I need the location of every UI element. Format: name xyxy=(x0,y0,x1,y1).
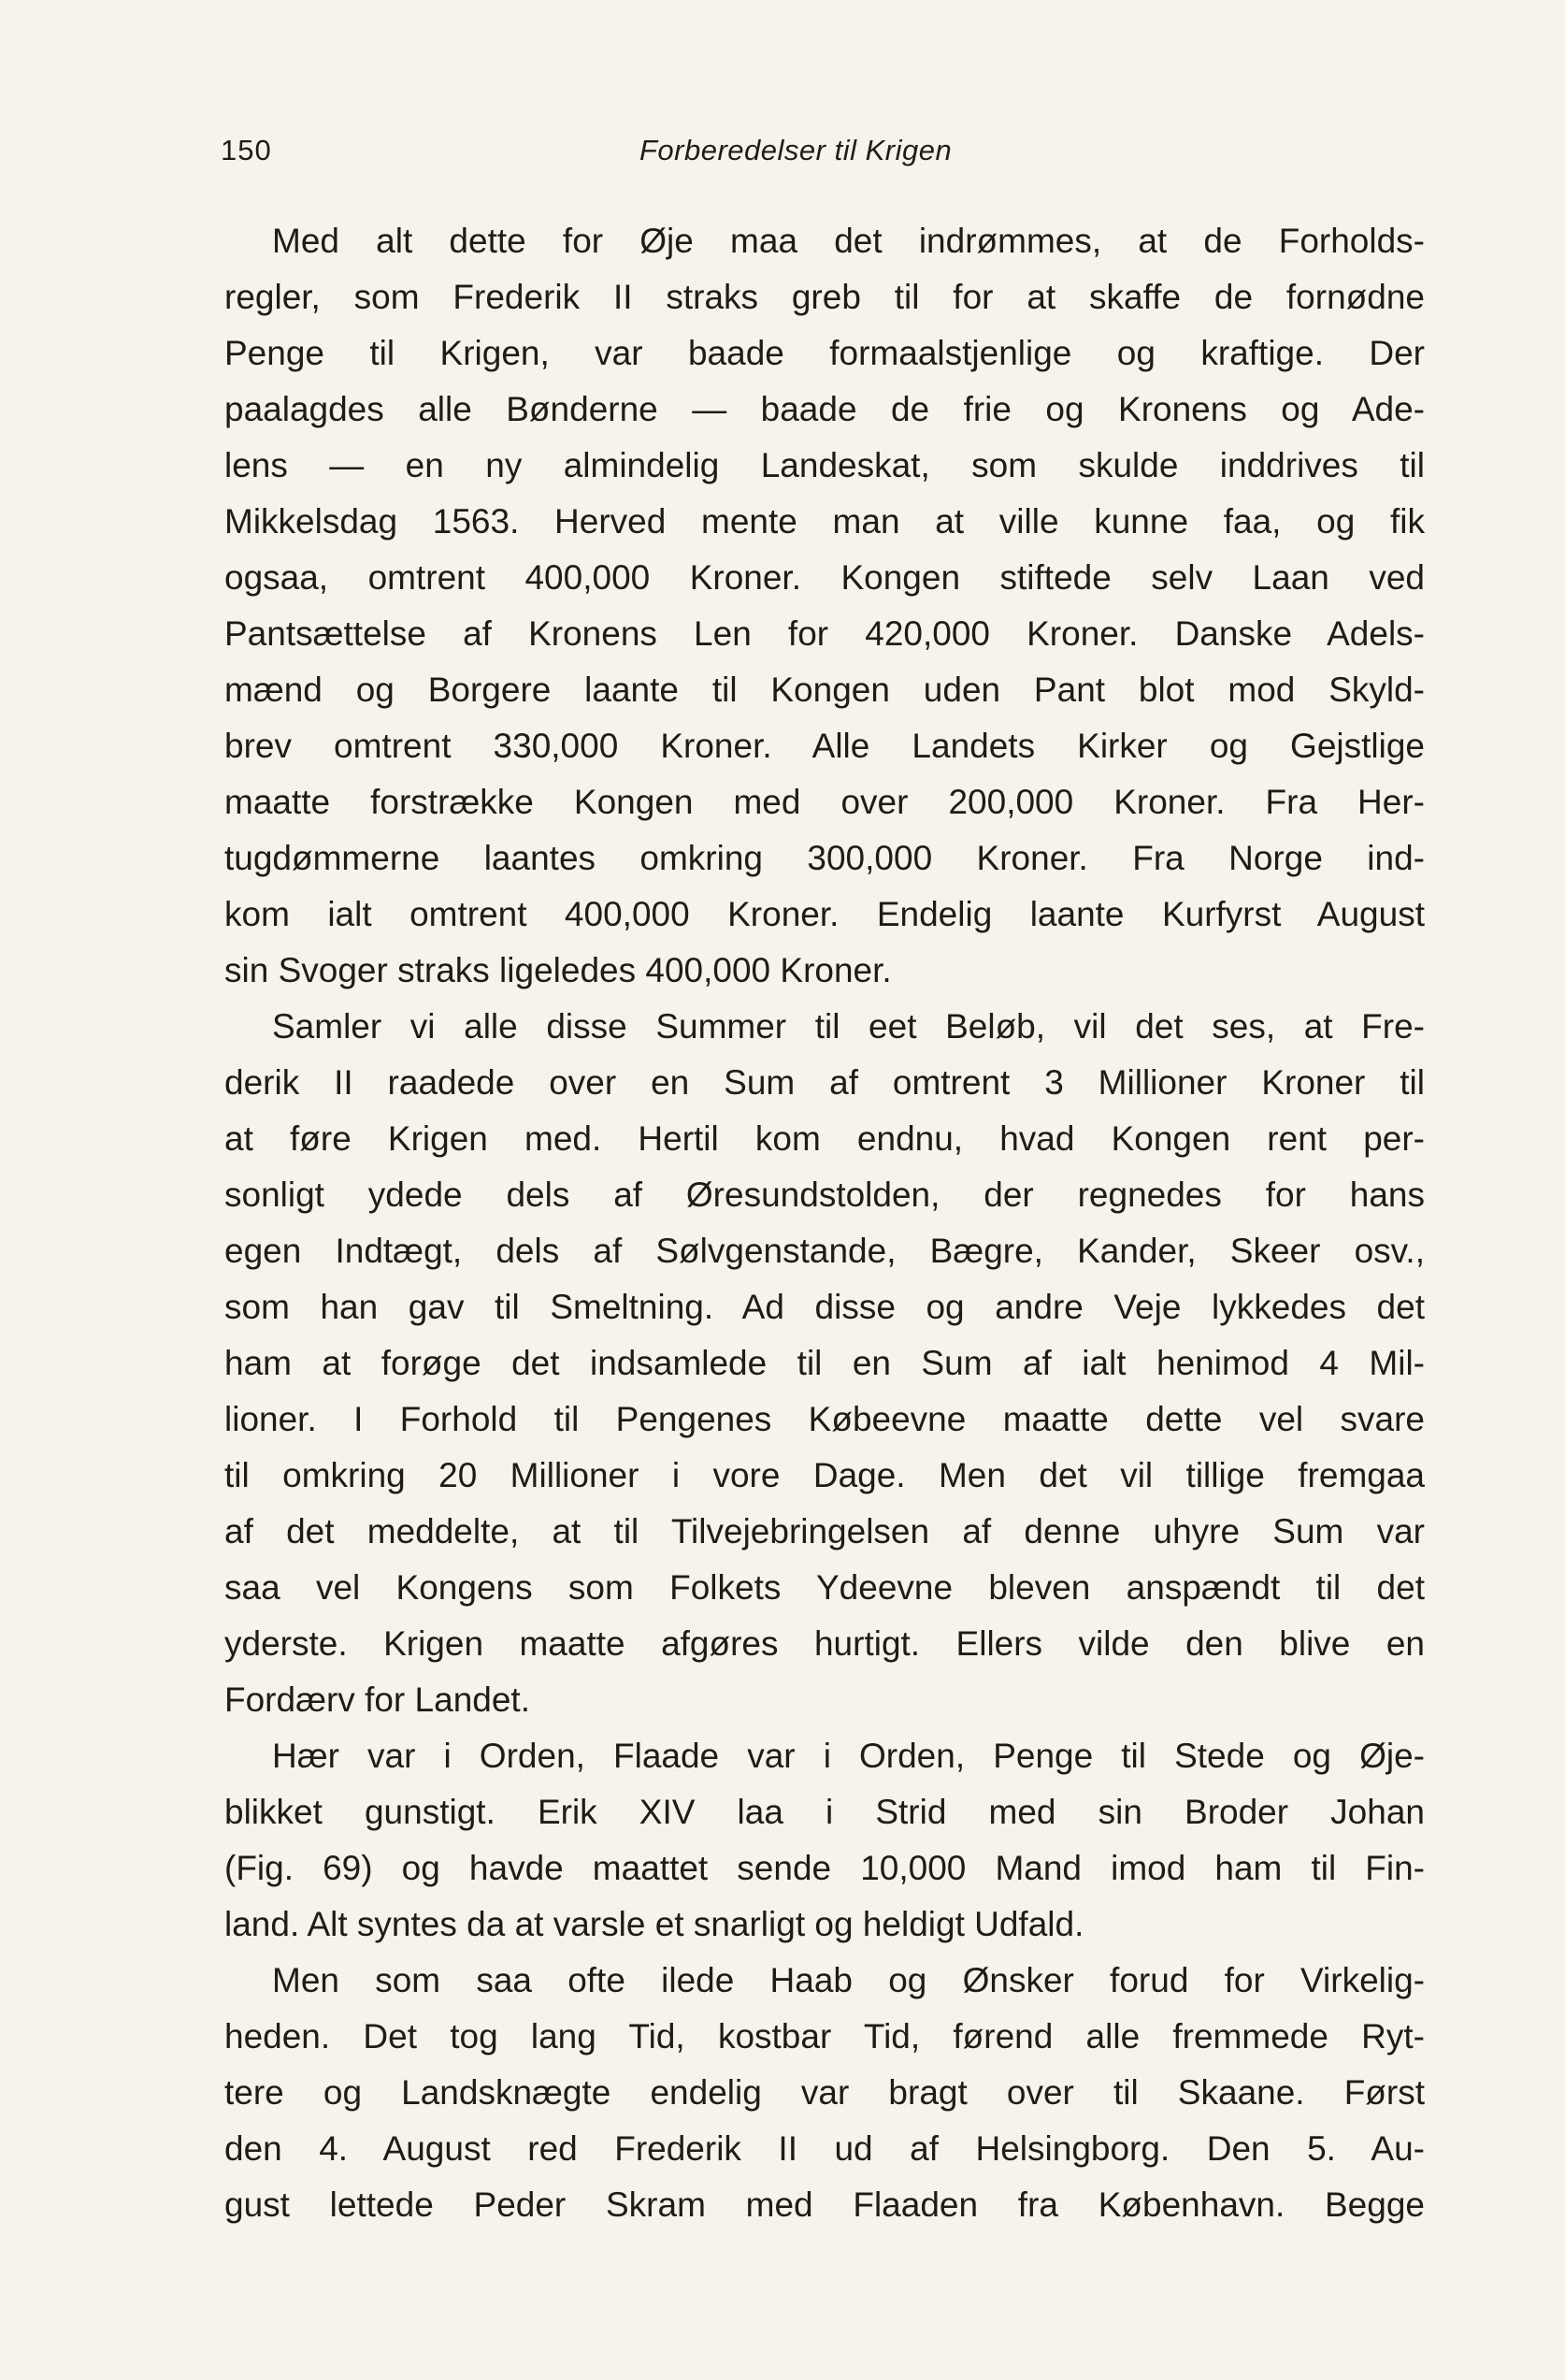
text-line: som han gav til Smeltning. Ad disse og andre Veje lykkedes det xyxy=(224,1288,1425,1326)
text-line: brev omtrent 330,000 Kroner. Alle Landets Kirker og Gejstlige xyxy=(224,727,1425,765)
text-line: den 4. August red Frederik II ud af Helsingborg. Den 5. Au- xyxy=(224,2129,1425,2168)
text-line: kom ialt omtrent 400,000 Kroner. Endelig laante Kurfyrst August xyxy=(224,895,1425,933)
text-line: Hær var i Orden, Flaade var i Orden, Penge til Stede og Øje- xyxy=(272,1737,1425,1775)
text-line: sin Svoger straks ligeledes 400,000 Kroner. xyxy=(224,951,892,989)
text-line: egen Indtægt, dels af Sølvgenstande, Bægre, Kander, Skeer osv., xyxy=(224,1232,1425,1270)
page-number: 150 xyxy=(221,134,272,166)
text-line: regler, som Frederik II straks greb til for at skaffe de fornødne xyxy=(224,278,1425,316)
text-line: maatte forstrække Kongen med over 200,000 Kroner. Fra Her- xyxy=(224,783,1425,821)
text-line: lioner. I Forhold til Pengenes Købeevne maatte dette vel svare xyxy=(224,1400,1425,1438)
text-line: land. Alt syntes da at varsle et snarligt og heldigt Udfald. xyxy=(224,1905,1084,1943)
text-line: sonligt ydede dels af Øresundstolden, der regnedes for hans xyxy=(224,1176,1425,1214)
text-line: gust lettede Peder Skram med Flaaden fra København. Begge xyxy=(224,2185,1425,2224)
text-line: Mikkelsdag 1563. Herved mente man at ville kunne faa, og fik xyxy=(224,502,1425,541)
text-line: saa vel Kongens som Folkets Ydeevne bleven anspændt til det xyxy=(224,1568,1425,1607)
text-line: af det meddelte, at til Tilvejebringelsen af denne uhyre Sum var xyxy=(224,1512,1425,1551)
page-header xyxy=(221,134,1427,179)
text-line: mænd og Borgere laante til Kongen uden Pant blot mod Skyld- xyxy=(224,671,1425,709)
text-line: ham at forøge det indsamlede til en Sum af ialt henimod 4 Mil- xyxy=(224,1344,1425,1382)
text-line: heden. Det tog lang Tid, kostbar Tid, førend alle fremmede Ryt- xyxy=(224,2017,1425,2055)
text-line: Med alt dette for Øje maa det indrømmes, at de Forholds- xyxy=(272,222,1425,260)
text-line: Fordærv for Landet. xyxy=(224,1680,530,1719)
text-line: (Fig. 69) og havde maattet sende 10,000 Mand imod ham til Fin- xyxy=(224,1849,1425,1887)
text-line: paalagdes alle Bønderne — baade de frie og Kronens og Ade- xyxy=(224,390,1425,428)
text-line: derik II raadede over en Sum af omtrent 3 Millioner Kroner til xyxy=(224,1063,1425,1102)
text-line: yderste. Krigen maatte afgøres hurtigt. Ellers vilde den blive en xyxy=(224,1624,1425,1663)
text-line: Men som saa ofte ilede Haab og Ønsker forud for Virkelig- xyxy=(272,1961,1425,1999)
text-line: lens — en ny almindelig Landeskat, som skulde inddrives til xyxy=(224,446,1425,484)
text-line: Penge til Krigen, var baade formaalstjenlige og kraftige. Der xyxy=(224,334,1425,372)
body-text xyxy=(224,213,1425,2233)
text-line: tugdømmerne laantes omkring 300,000 Kroner. Fra Norge ind- xyxy=(224,839,1425,877)
text-line: Samler vi alle disse Summer til eet Beløb, vil det ses, at Fre- xyxy=(272,1007,1425,1046)
text-line: til omkring 20 Millioner i vore Dage. Men det vil tillige fremgaa xyxy=(224,1456,1425,1494)
running-title: Forberedelser til Krigen xyxy=(639,134,953,166)
text-line: tere og Landsknægte endelig var bragt over til Skaane. Først xyxy=(224,2073,1425,2112)
text-line: Pantsættelse af Kronens Len for 420,000 Kroner. Danske Adels- xyxy=(224,614,1425,653)
text-line: ogsaa, omtrent 400,000 Kroner. Kongen stiftede selv Laan ved xyxy=(224,558,1425,597)
text-line: blikket gunstigt. Erik XIV laa i Strid med sin Broder Johan xyxy=(224,1793,1425,1831)
text-line: at føre Krigen med. Hertil kom endnu, hvad Kongen rent per- xyxy=(224,1119,1425,1158)
